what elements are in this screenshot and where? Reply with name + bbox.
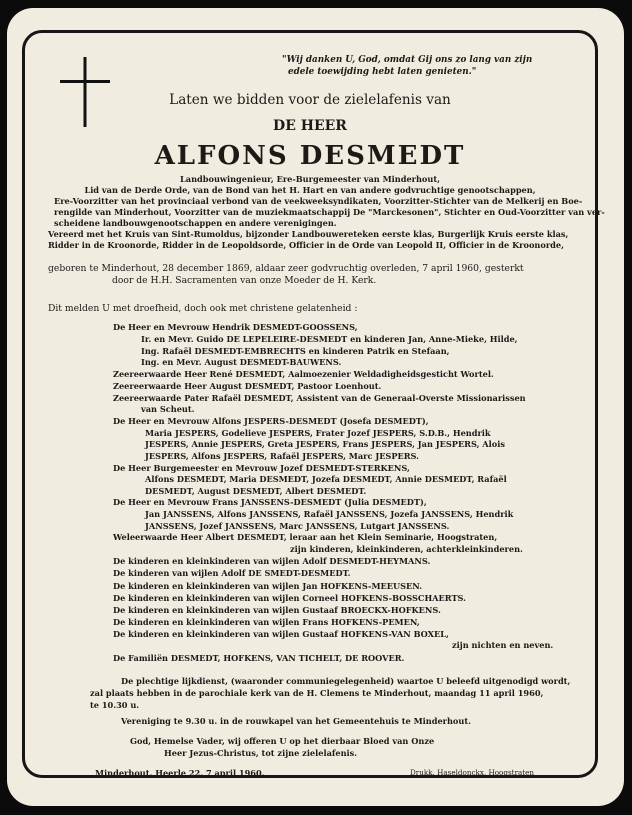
family-line: zijn kinderen, kleinkinderen, achterkleinkinderen. <box>290 544 523 554</box>
family-line: JANSSENS, Jozef JANSSENS, Marc JANSSENS, Lutgart JANSSENS. <box>145 521 450 531</box>
bio-line: Vereerd met het Kruis van Sint-Rumoldus, bijzonder Landbouwereteken eerste klas, Burgerlijk Kruis eerste klas, <box>48 229 569 239</box>
family-line: De Heer en Mevrouw Hendrik DESMEDT-GOOSSENS, <box>113 322 358 332</box>
birth-line: geboren te Minderhout, 28 december 1869, aldaar zeer godvruchtig overleden, 7 april 1960, gesterkt <box>48 263 524 274</box>
family-line: De kinderen en kleinkinderen van wijlen Corneel HOFKENS-BOSSCHAERTS. <box>113 593 467 603</box>
family-line: Alfons DESMEDT, Maria DESMEDT, Jozefa DESMEDT, Annie DESMEDT, Rafaël <box>145 474 507 484</box>
service-line: zal plaats hebben in de parochiale kerk van de H. Clemens te Minderhout, maandag 11 april 1960, <box>90 688 544 698</box>
opening-quote <box>282 54 582 78</box>
service-line: De plechtige lijkdienst, (waaronder communiegelegenheid) waartoe U beleefd uitgenodigd wordt, <box>121 676 571 686</box>
quote-line: edele toewijding hebt laten genieten." <box>288 67 477 77</box>
place-date: Minderhout, Heerle 22, 7 april 1960. <box>95 768 265 778</box>
bio-line: Ridder in de Kroonorde, Ridder in de Leopoldsorde, Officier in de Orde van Leopold II, Officier in de Kroonorde, <box>48 240 564 250</box>
family-line: De kinderen van wijlen Adolf DE SMEDT-DESMEDT. <box>113 568 351 578</box>
family-line: Jan JANSSENS, Alfons JANSSENS, Rafaël JANSSENS, Jozefa JANSSENS, Hendrik <box>145 509 514 519</box>
family-line: zijn nichten en neven. <box>452 640 554 650</box>
bio-line: Ere-Voorzitter van het provinciaal verbond van de veekweeksyndikaten, Voorzitter-Stichter van de Melkerij en Boe- <box>54 196 583 206</box>
family-line: JESPERS, Annie JESPERS, Greta JESPERS, Frans JESPERS, Jan JESPERS, Alois <box>145 439 505 449</box>
bio-line: Landbouwingenieur, Ere-Burgemeester van Minderhout, <box>180 174 440 184</box>
family-line: Ir. en Mevr. Guido DE LEPELEIRE-DESMEDT en kinderen Jan, Anne-Mieke, Hilde, <box>141 334 518 344</box>
family-line: De kinderen en kleinkinderen van wijlen Adolf DESMEDT-HEYMANS. <box>113 556 431 566</box>
birth-line: door de H.H. Sacramenten van onze Moeder de H. Kerk. <box>112 275 377 286</box>
announcement: Dit melden U met droefheid, doch ook met christene gelatenheid : <box>48 303 358 314</box>
family-line: Ing. en Mevr. August DESMEDT-BAUWENS. <box>141 357 342 367</box>
family-line: Weleerwaarde Heer Albert DESMEDT, leraar aan het Klein Seminarie, Hoogstraten, <box>113 532 498 542</box>
family-line: Maria JESPERS, Godelieve JESPERS, Frater Jozef JESPERS, S.D.B., Hendrik <box>145 428 491 438</box>
family-line: De kinderen en kleinkinderen van wijlen Jan HOFKENS-MEEUSEN. <box>113 581 423 591</box>
family-line: Zeereerwaarde Pater Rafaël DESMEDT, Assistent van de Generaal-Overste Missionarissen <box>113 393 526 403</box>
family-line: JESPERS, Alfons JESPERS, Rafaël JESPERS, Marc JESPERS. <box>145 451 420 461</box>
bio-line: scheidene landbouwgenootschappen en andere verenigingen. <box>54 218 337 228</box>
family-line: Zeereerwaarde Heer René DESMEDT, Aalmoezenier Weldadigheidsgesticht Wortel. <box>113 369 494 379</box>
bio-line: Lid van de Derde Orde, van de Bond van het H. Hart en van andere godvruchtige genootschappen, <box>84 185 536 195</box>
family-line: De Heer Burgemeester en Mevrouw Jozef DESMEDT-STERKENS, <box>113 463 410 473</box>
bio-line: rengilde van Minderhout, Voorzitter van de muziekmaatschappij De "Marckesonen", Stichter en Oud-Voorzitter van ver- <box>54 207 605 217</box>
quote-line: "Wij danken U, God, omdat Gij ons zo lang van zijn <box>282 55 533 65</box>
family-line: De kinderen en kleinkinderen van wijlen Gustaaf HOFKENS-VAN BOXEL, <box>113 629 449 639</box>
family-line: De Familiën DESMEDT, HOFKENS, VAN TICHELT, DE ROOVER. <box>113 653 405 663</box>
service-line: te 10.30 u. <box>90 700 140 710</box>
family-line: De Heer en Mevrouw Frans JANSSENS-DESMEDT (Julia DESMEDT), <box>113 497 427 507</box>
service-line: Vereniging te 9.30 u. in de rouwkapel van het Gemeentehuis te Minderhout. <box>121 716 471 726</box>
family-line: Zeereerwaarde Heer August DESMEDT, Pastoor Loenhout. <box>113 381 382 391</box>
family-line: De kinderen en kleinkinderen van wijlen Gustaaf BROECKX-HOFKENS. <box>113 605 441 615</box>
closing-prayer-line: Heer Jezus-Christus, tot zijne zielelafenis. <box>164 748 358 758</box>
title-line: DE HEER <box>273 118 347 134</box>
deceased-name: ALFONS DESMEDT <box>154 141 466 171</box>
prayer-heading: Laten we bidden voor de zielelafenis van <box>169 92 451 108</box>
family-line: De kinderen en kleinkinderen van wijlen Frans HOFKENS-PEMEN, <box>113 617 420 627</box>
family-line: Ing. Rafaël DESMEDT-EMBRECHTS en kinderen Patrik en Stefaan, <box>141 346 450 356</box>
family-line: De Heer en Mevrouw Alfons JESPERS-DESMEDT (Josefa DESMEDT), <box>113 416 429 426</box>
printer-credit: Drukk. Haseldonckx, Hoogstraten <box>410 768 535 777</box>
family-line: van Scheut. <box>141 404 195 414</box>
family-line: DESMEDT, August DESMEDT, Albert DESMEDT. <box>145 486 367 496</box>
closing-prayer-line: God, Hemelse Vader, wij offeren U op het dierbaar Bloed van Onze <box>130 736 435 746</box>
